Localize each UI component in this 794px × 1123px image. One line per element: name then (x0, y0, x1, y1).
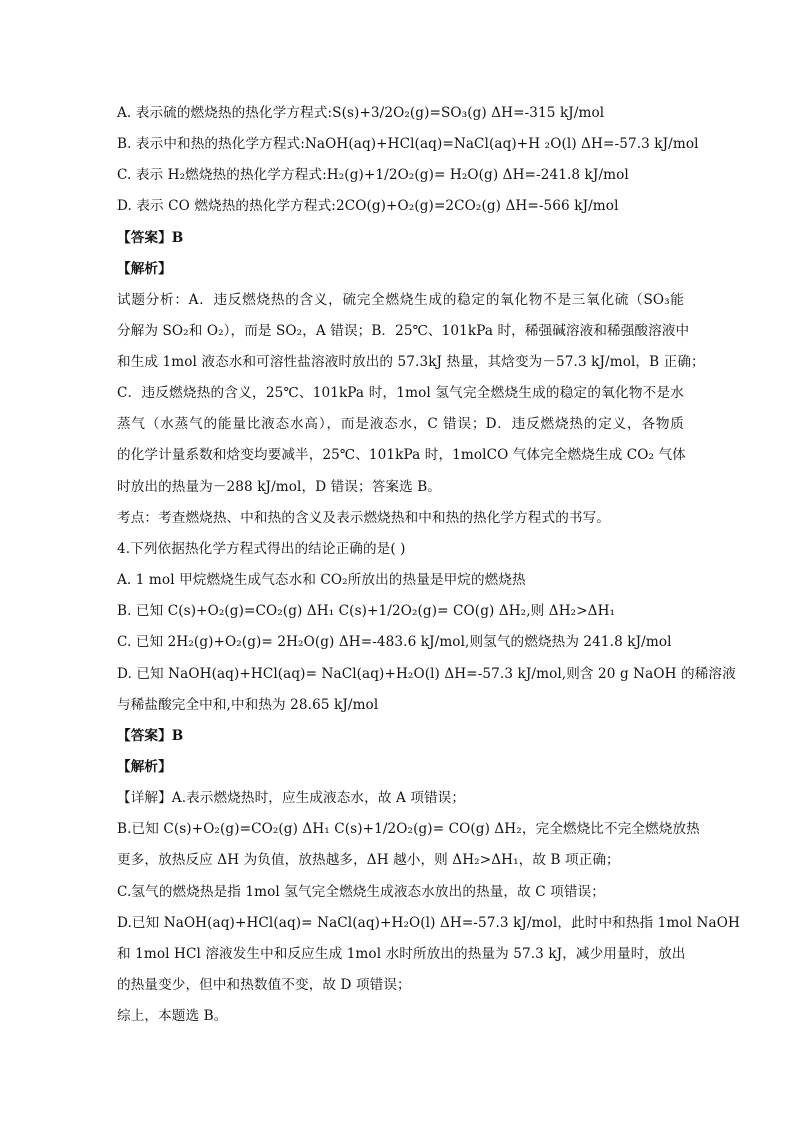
q3-analysis-line: 的化学计量系数和焓变均要减半，25℃、101kPa 时，1molCO 气体完全燃烧生成 CO₂ 气体 (117, 447, 686, 463)
q3-kaodian: 考点：考查燃烧热、中和热的含义及表示燃烧热和中和热的热化学方程式的书写。 (117, 510, 610, 526)
q3-option-a: A. 表示硫的燃烧热的热化学方程式:S(s)+3/2O₂(g)=SO₃(g) ΔH=-315 kJ/mol (117, 105, 605, 121)
q4-stem: 4.下列依据热化学方程式得出的结论正确的是( ) (117, 541, 406, 557)
q3-analysis-line: C．违反燃烧热的含义，25℃、101kPa 时，1mol 氢气完全燃烧生成的稳定的氧化物不是水 (117, 385, 684, 401)
q4-analysis-heading: 【解析】 (117, 759, 172, 775)
q3-analysis-line: 试题分析：A．违反燃烧热的含义，硫完全燃烧生成的稳定的氧化物不是三氧化硫（SO₃能 (117, 292, 684, 308)
q4-detail-line: D.已知 NaOH(aq)+HCl(aq)= NaCl(aq)+H₂O(l) ΔH=-57.3 kJ/mol，此时中和热指 1mol NaOH (117, 915, 740, 931)
q4-detail-line: 【详解】A.表示燃烧热时，应生成液态水，故 A 项错误； (117, 790, 466, 806)
q4-detail-line: B.已知 C(s)+O₂(g)=CO₂(g) ΔH₁ C(s)+1/2O₂(g)= CO(g) ΔH₂，完全燃烧比不完全燃烧放热 (117, 821, 700, 837)
q4-detail-line: 综上，本题选 B。 (117, 1008, 228, 1024)
q4-detail-line: 的热量变少，但中和热数值不变，故 D 项错误； (117, 977, 411, 993)
q4-detail-line: 更多，放热反应 ΔH 为负值，放热越多，ΔH 越小，则 ΔH₂>ΔH₁，故 B 项正确； (117, 852, 620, 868)
q3-option-d: D. 表示 CO 燃烧热的热化学方程式:2CO(g)+O₂(g)=2CO₂(g) ΔH=-566 kJ/mol (117, 198, 619, 214)
q3-analysis-heading: 【解析】 (117, 261, 172, 277)
q4-option-c: C. 已知 2H₂(g)+O₂(g)= 2H₂O(g) ΔH=-483.6 kJ/mol,则氢气的燃烧热为 241.8 kJ/mol (117, 634, 672, 650)
q4-detail-line: 和 1mol HCl 溶液发生中和反应生成 1mol 水时所放出的热量为 57.3 kJ，减少用量时，放出 (117, 946, 686, 962)
q3-analysis-line: 分解为 SO₂和 O₂），而是 SO₂，A 错误；B．25℃、101kPa 时，稀强碱溶液和稀强酸溶液中 (117, 323, 690, 339)
q3-analysis-line: 和生成 1mol 液态水和可溶性盐溶液时放出的 57.3kJ 热量，其焓变为－57.3 kJ/mol，B 正确； (117, 354, 705, 370)
q4-option-d-cont: 与稀盐酸完全中和,中和热为 28.65 kJ/mol (117, 697, 379, 713)
q3-answer: 【答案】B (117, 230, 184, 246)
q3-analysis-line: 蒸气（水蒸气的能量比液态水高），而是液态水，C 错误；D．违反燃烧热的定义，各物质 (117, 416, 684, 432)
q3-analysis-line: 时放出的热量为－288 kJ/mol，D 错误；答案选 B。 (117, 479, 441, 495)
q4-option-b: B. 已知 C(s)+O₂(g)=CO₂(g) ΔH₁ C(s)+1/2O₂(g)= CO(g) ΔH₂,则 ΔH₂>ΔH₁ (117, 603, 616, 619)
q3-option-b: B. 表示中和热的热化学方程式:NaOH(aq)+HCl(aq)=NaCl(aq)+H ₂O(l) ΔH=-57.3 kJ/mol (117, 136, 699, 152)
q3-option-c: C. 表示 H₂燃烧热的热化学方程式:H₂(g)+1/2O₂(g)= H₂O(g) ΔH=-241.8 kJ/mol (117, 167, 629, 183)
q4-option-a: A. 1 mol 甲烷燃烧生成气态水和 CO₂所放出的热量是甲烷的燃烧热 (117, 572, 526, 588)
q4-answer: 【答案】B (117, 728, 184, 744)
q4-option-d: D. 已知 NaOH(aq)+HCl(aq)= NaCl(aq)+H₂O(l) ΔH=-57.3 kJ/mol,则含 20 g NaOH 的稀溶液 (117, 666, 736, 682)
q4-detail-line: C.氢气的燃烧热是指 1mol 氢气完全燃烧生成液态水放出的热量，故 C 项错误； (117, 884, 605, 900)
